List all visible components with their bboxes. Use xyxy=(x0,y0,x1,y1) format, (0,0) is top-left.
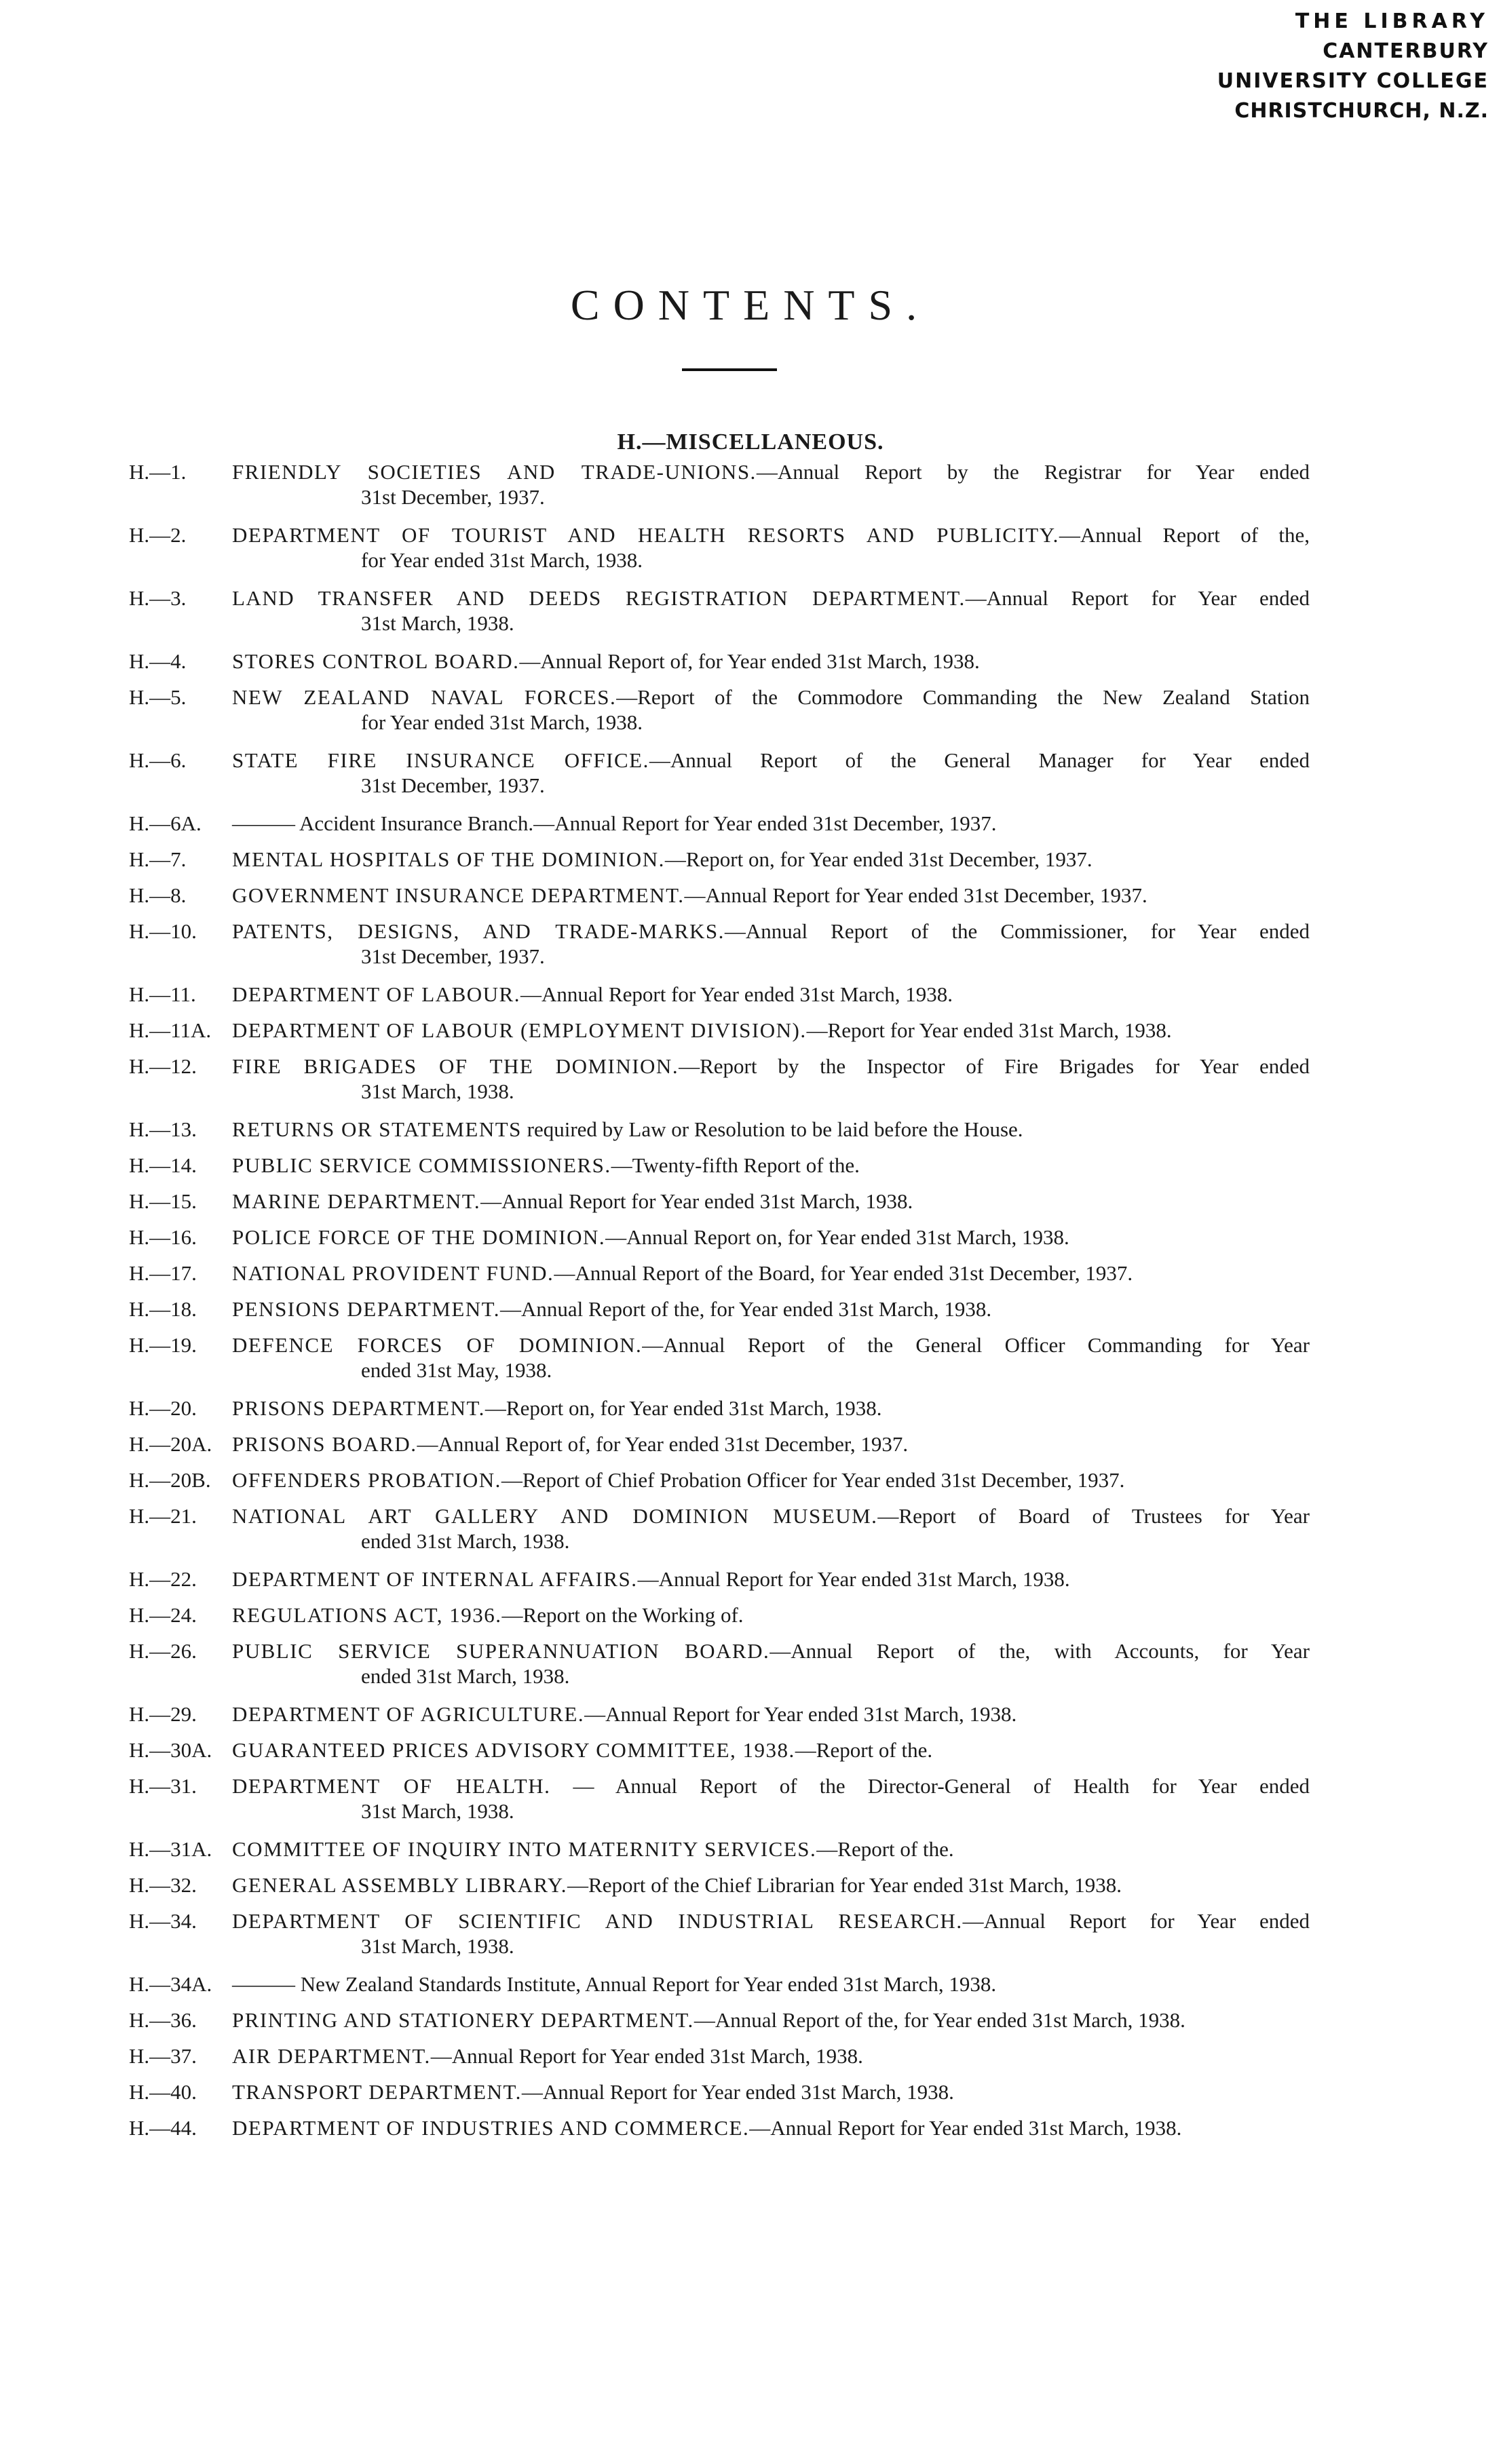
contents-entry xyxy=(129,1503,1310,1554)
entry-code: H.—8. xyxy=(129,883,187,907)
entry-code: H.—4. xyxy=(129,649,187,673)
entry-text xyxy=(232,2007,1310,2033)
entry-description: required by Law or Resolution to be laid before the House. xyxy=(521,1117,1023,1141)
contents-entry xyxy=(129,585,1310,636)
contents-entry xyxy=(129,1054,1310,1104)
entry-heading: PUBLIC SERVICE COMMISSIONERS. xyxy=(232,1153,611,1177)
library-stamp xyxy=(1204,7,1489,126)
entry-code: H.—26. xyxy=(129,1639,197,1663)
entry-continuation: for Year ended 31st March, 1938. xyxy=(361,710,643,734)
entry-description: —Annual Report for Year ended 31st March, 1938. xyxy=(480,1189,913,1213)
entry-code: H.—7. xyxy=(129,847,187,871)
entry-description: —Annual Report by the Registrar for Year ended xyxy=(756,460,1310,484)
contents-entry xyxy=(129,1296,1310,1322)
entry-text xyxy=(232,1773,1310,1798)
entry-code: H.—21. xyxy=(129,1504,197,1528)
entry-description: —Annual Report of the General Manager for Year ended xyxy=(649,748,1310,772)
entry-description: —Annual Report of, for Year ended 31st December, 1937. xyxy=(417,1432,909,1456)
entry-heading: NATIONAL PROVIDENT FUND. xyxy=(232,1261,554,1285)
entry-description: —Annual Report for Year ended 31st March, 1938. xyxy=(637,1567,1070,1591)
entry-description: —Report on the Working of. xyxy=(501,1603,744,1627)
entry-heading: LAND TRANSFER AND DEEDS REGISTRATION DEPARTMENT. xyxy=(232,586,966,610)
entry-continuation: ended 31st March, 1938. xyxy=(361,1664,570,1688)
contents-entry xyxy=(129,1737,1310,1763)
contents-entry xyxy=(129,1638,1310,1689)
entry-code: H.—20A. xyxy=(129,1432,212,1456)
entry-continuation: ended 31st March, 1938. xyxy=(361,1529,570,1553)
entry-heading: DEPARTMENT OF INDUSTRIES AND COMMERCE. xyxy=(232,2116,750,2140)
entry-text xyxy=(232,1908,1310,1933)
entry-continuation: for Year ended 31st March, 1938. xyxy=(361,548,643,572)
entry-text xyxy=(232,1296,1310,1322)
contents-entry xyxy=(129,1773,1310,1824)
entry-text xyxy=(232,847,1310,872)
stamp-line-3: CHRISTCHURCH, N.Z. xyxy=(1234,99,1489,123)
entry-text xyxy=(232,1153,1310,1178)
entry-description: ——— Accident Insurance Branch.—Annual Report for Year ended 31st December, 1937. xyxy=(232,811,997,835)
entry-heading: PENSIONS DEPARTMENT. xyxy=(232,1297,501,1321)
entry-code: H.—12. xyxy=(129,1054,197,1078)
entry-text xyxy=(232,919,1310,944)
entry-heading: PRISONS BOARD. xyxy=(232,1432,417,1456)
entry-heading: PUBLIC SERVICE SUPERANNUATION BOARD. xyxy=(232,1639,770,1663)
entry-code: H.—6. xyxy=(129,748,187,772)
entry-text xyxy=(232,1260,1310,1286)
contents-entry xyxy=(129,1701,1310,1727)
entry-description: —Annual Report for Year ended 31st March, 1938. xyxy=(520,982,953,1006)
entry-description: —Annual Report of the Commissioner, for Year ended xyxy=(724,919,1310,943)
entry-heading: GOVERNMENT INSURANCE DEPARTMENT. xyxy=(232,883,685,907)
entry-code: H.—5. xyxy=(129,685,187,709)
entry-heading: REGULATIONS ACT, 1936. xyxy=(232,1603,502,1627)
entry-description: —Report for Year ended 31st March, 1938. xyxy=(806,1018,1172,1042)
entry-text xyxy=(232,1503,1310,1528)
entry-text xyxy=(232,585,1310,611)
contents-entry xyxy=(129,847,1310,872)
entry-code: H.—22. xyxy=(129,1567,197,1591)
entry-heading: DEPARTMENT OF INTERNAL AFFAIRS. xyxy=(232,1567,638,1591)
contents-entry xyxy=(129,2007,1310,2033)
title-divider xyxy=(682,368,777,371)
contents-entry xyxy=(129,2079,1310,2104)
entry-code: H.—40. xyxy=(129,2080,197,2104)
entry-description: ——— New Zealand Standards Institute, Annual Report for Year ended 31st March, 1938. xyxy=(232,1972,997,1996)
entry-code: H.—3. xyxy=(129,586,187,610)
entry-text xyxy=(232,1395,1310,1421)
contents-entry xyxy=(129,883,1310,908)
entry-continuation: 31st December, 1937. xyxy=(361,485,545,509)
stamp-line-2: CANTERBURY UNIVERSITY COLLEGE xyxy=(1217,39,1489,93)
entry-text xyxy=(232,1701,1310,1727)
contents-entry xyxy=(129,1908,1310,1959)
entry-heading: TRANSPORT DEPARTMENT. xyxy=(232,2080,522,2104)
entry-heading: OFFENDERS PROBATION. xyxy=(232,1468,501,1492)
entry-code: H.—34A. xyxy=(129,1972,212,1996)
entry-text xyxy=(232,883,1310,908)
contents-entry xyxy=(129,2115,1310,2140)
entry-heading: DEPARTMENT OF SCIENTIFIC AND INDUSTRIAL RESEARCH. xyxy=(232,1909,963,1933)
entry-text xyxy=(232,1018,1310,1043)
contents-entry xyxy=(129,459,1310,509)
entry-text xyxy=(232,649,1310,674)
entry-code: H.—16. xyxy=(129,1225,197,1249)
contents-entry xyxy=(129,1153,1310,1178)
entry-text xyxy=(232,1431,1310,1457)
entry-description: —Annual Report of the General Officer Commanding for Year xyxy=(642,1333,1310,1357)
entry-heading: FRIENDLY SOCIETIES AND TRADE-UNIONS. xyxy=(232,460,757,484)
entry-description: —Annual Report for Year ended 31st March, 1938. xyxy=(584,1702,1017,1726)
entry-heading: COMMITTEE OF INQUIRY INTO MATERNITY SERVICES. xyxy=(232,1837,817,1861)
entry-description: —Report on, for Year ended 31st December, 1937. xyxy=(664,847,1092,871)
contents-entry xyxy=(129,1431,1310,1457)
entry-code: H.—6A. xyxy=(129,811,202,835)
entry-text xyxy=(232,1971,1310,1997)
contents-entry xyxy=(129,649,1310,674)
entry-heading: MENTAL HOSPITALS OF THE DOMINION. xyxy=(232,847,665,871)
entry-text xyxy=(232,1467,1310,1493)
entry-code: H.—1. xyxy=(129,460,187,484)
contents-entry xyxy=(129,1117,1310,1142)
contents-entry xyxy=(129,522,1310,573)
entry-heading: DEPARTMENT OF LABOUR. xyxy=(232,982,520,1006)
entry-heading: AIR DEPARTMENT. xyxy=(232,2044,431,2068)
entry-text xyxy=(232,522,1310,547)
entry-heading: NATIONAL ART GALLERY AND DOMINION MUSEUM. xyxy=(232,1504,878,1528)
entry-text xyxy=(232,1117,1310,1142)
entry-description: —Report of the. xyxy=(816,1837,954,1861)
entry-text xyxy=(232,2079,1310,2104)
contents-entry xyxy=(129,1872,1310,1898)
entry-description: —Report of the Chief Librarian for Year ended 31st March, 1938. xyxy=(567,1873,1122,1897)
entry-continuation: 31st March, 1938. xyxy=(361,1799,514,1823)
contents-entry xyxy=(129,1189,1310,1214)
entry-description: —Annual Report of, for Year ended 31st March, 1938. xyxy=(519,649,980,673)
contents-entry xyxy=(129,1018,1310,1043)
entry-continuation: ended 31st May, 1938. xyxy=(361,1358,552,1382)
contents-entry xyxy=(129,1332,1310,1383)
entry-description: —Annual Report for Year ended xyxy=(965,586,1310,610)
entry-heading: STATE FIRE INSURANCE OFFICE. xyxy=(232,748,649,772)
entry-description: —Annual Report for Year ended 31st March, 1938. xyxy=(749,2116,1182,2140)
entry-text xyxy=(232,1638,1310,1663)
entry-heading: DEPARTMENT OF LABOUR (EMPLOYMENT DIVISION). xyxy=(232,1018,807,1042)
entry-code: H.—15. xyxy=(129,1189,197,1213)
stamp-line-1: THE LIBRARY xyxy=(1295,9,1489,33)
contents-entry xyxy=(129,1395,1310,1421)
entry-heading: GUARANTEED PRICES ADVISORY COMMITTEE, 1938. xyxy=(232,1738,795,1762)
entry-code: H.—32. xyxy=(129,1873,197,1897)
entry-description: —Annual Report of the Board, for Year ended 31st December, 1937. xyxy=(554,1261,1133,1285)
entry-heading: DEPARTMENT OF HEALTH. xyxy=(232,1774,551,1798)
entry-description: —Annual Report of the, with Accounts, for Year xyxy=(770,1639,1310,1663)
entry-text xyxy=(232,1872,1310,1898)
entry-heading: DEPARTMENT OF AGRICULTURE. xyxy=(232,1702,585,1726)
entry-code: H.—20B. xyxy=(129,1468,211,1492)
entry-code: H.—24. xyxy=(129,1603,197,1627)
page-title: CONTENTS. xyxy=(570,280,931,329)
entry-continuation: 31st December, 1937. xyxy=(361,773,545,797)
entry-description: —Annual Report for Year ended 31st March, 1938. xyxy=(521,2080,954,2104)
entry-description: —Annual Report for Year ended 31st March, 1938. xyxy=(430,2044,863,2068)
entry-code: H.—44. xyxy=(129,2116,197,2140)
entry-text xyxy=(232,1332,1310,1358)
entry-heading: DEPARTMENT OF TOURIST AND HEALTH RESORTS AND PUBLICITY. xyxy=(232,523,1059,547)
entry-description: — Annual Report of the Director-General of Health for Year ended xyxy=(550,1774,1310,1798)
contents-entry xyxy=(129,1836,1310,1862)
entry-code: H.—30A. xyxy=(129,1738,212,1762)
entry-description: —Annual Report of the, for Year ended 31st March, 1938. xyxy=(694,2008,1185,2032)
entry-description: —Report of Board of Trustees for Year xyxy=(877,1504,1310,1528)
entry-text xyxy=(232,1189,1310,1214)
entry-text xyxy=(232,1054,1310,1079)
entry-heading: PRISONS DEPARTMENT. xyxy=(232,1396,485,1420)
section-heading: H.—MISCELLANEOUS. xyxy=(617,429,884,455)
entry-code: H.—17. xyxy=(129,1261,197,1285)
entry-code: H.—34. xyxy=(129,1909,197,1933)
entry-heading: MARINE DEPARTMENT. xyxy=(232,1189,481,1213)
contents-entry xyxy=(129,811,1310,836)
entry-heading: PRINTING AND STATIONERY DEPARTMENT. xyxy=(232,2008,694,2032)
entry-text xyxy=(232,1836,1310,1862)
entry-heading: GENERAL ASSEMBLY LIBRARY. xyxy=(232,1873,568,1897)
contents-entry xyxy=(129,1260,1310,1286)
entry-continuation: 31st March, 1938. xyxy=(361,1079,514,1103)
entry-code: H.—2. xyxy=(129,523,187,547)
entry-heading: NEW ZEALAND NAVAL FORCES. xyxy=(232,685,617,709)
contents-entry xyxy=(129,1602,1310,1628)
contents-list xyxy=(129,459,1310,2151)
entry-heading: PATENTS, DESIGNS, AND TRADE-MARKS. xyxy=(232,919,725,943)
entry-description: —Annual Report for Year ended xyxy=(962,1909,1310,1933)
entry-text xyxy=(232,2043,1310,2068)
entry-text xyxy=(232,1225,1310,1250)
entry-code: H.—10. xyxy=(129,919,197,943)
contents-entry xyxy=(129,1225,1310,1250)
entry-text xyxy=(232,1602,1310,1628)
entry-heading: DEFENCE FORCES OF DOMINION. xyxy=(232,1333,643,1357)
contents-entry xyxy=(129,982,1310,1007)
entry-continuation: 31st March, 1938. xyxy=(361,1934,514,1958)
entry-text xyxy=(232,1566,1310,1592)
entry-code: H.—31A. xyxy=(129,1837,212,1861)
entry-code: H.—13. xyxy=(129,1117,197,1141)
entry-description: —Report of Chief Probation Officer for Year ended 31st December, 1937. xyxy=(501,1468,1125,1492)
entry-code: H.—29. xyxy=(129,1702,197,1726)
entry-code: H.—36. xyxy=(129,2008,197,2032)
contents-entry xyxy=(129,1566,1310,1592)
entry-description: —Twenty-fifth Report of the. xyxy=(611,1153,860,1177)
entry-code: H.—19. xyxy=(129,1333,197,1357)
entry-text xyxy=(232,685,1310,710)
entry-continuation: 31st March, 1938. xyxy=(361,611,514,635)
entry-code: H.—20. xyxy=(129,1396,197,1420)
entry-description: —Report of the. xyxy=(795,1738,933,1762)
entry-text xyxy=(232,748,1310,773)
entry-code: H.—18. xyxy=(129,1297,197,1321)
entry-text xyxy=(232,1737,1310,1763)
entry-description: —Report by the Inspector of Fire Brigades for Year ended xyxy=(679,1054,1310,1078)
entry-description: —Annual Report for Year ended 31st December, 1937. xyxy=(684,883,1147,907)
contents-entry xyxy=(129,748,1310,798)
entry-text xyxy=(232,982,1310,1007)
entry-code: H.—37. xyxy=(129,2044,197,2068)
entry-description: —Annual Report on, for Year ended 31st March, 1938. xyxy=(605,1225,1069,1249)
contents-entry xyxy=(129,2043,1310,2068)
entry-code: H.—11. xyxy=(129,982,196,1006)
entry-heading: FIRE BRIGADES OF THE DOMINION. xyxy=(232,1054,679,1078)
contents-entry xyxy=(129,1971,1310,1997)
entry-continuation: 31st December, 1937. xyxy=(361,944,545,968)
contents-entry xyxy=(129,919,1310,969)
entry-description: —Annual Report of the, xyxy=(1059,523,1310,547)
entry-text xyxy=(232,459,1310,484)
entry-description: —Report on, for Year ended 31st March, 1938. xyxy=(484,1396,882,1420)
entry-description: —Report of the Commodore Commanding the New Zealand Station xyxy=(616,685,1310,709)
entry-code: H.—14. xyxy=(129,1153,197,1177)
entry-code: H.—11A. xyxy=(129,1018,212,1042)
entry-description: —Annual Report of the, for Year ended 31st March, 1938. xyxy=(500,1297,992,1321)
contents-entry xyxy=(129,1467,1310,1493)
entry-text xyxy=(232,811,1310,836)
entry-heading: RETURNS OR STATEMENTS xyxy=(232,1117,522,1141)
entry-heading: STORES CONTROL BOARD. xyxy=(232,649,520,673)
entry-text xyxy=(232,2115,1310,2140)
entry-heading: POLICE FORCE OF THE DOMINION. xyxy=(232,1225,606,1249)
entry-code: H.—31. xyxy=(129,1774,197,1798)
contents-entry xyxy=(129,685,1310,735)
